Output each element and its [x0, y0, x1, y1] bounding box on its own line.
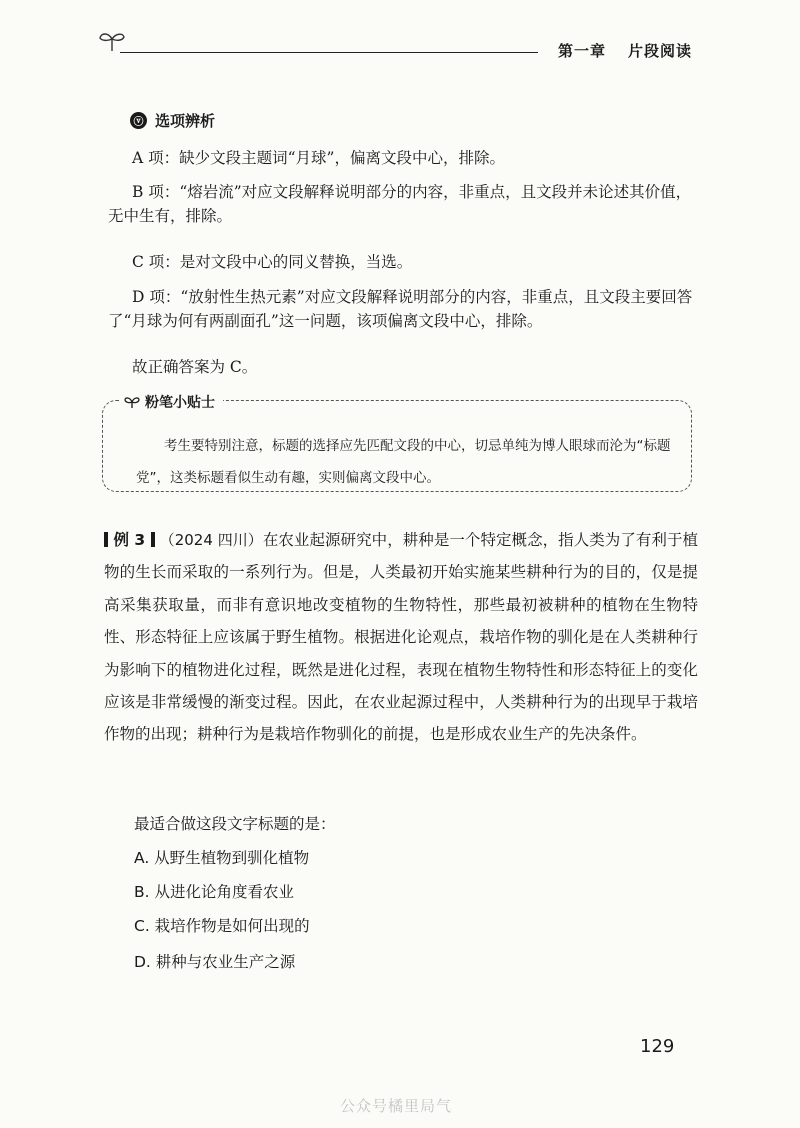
- tips-text: 考生要特别注意，标题的选择应先匹配文段的中心，切忌单纯为博人眼球而沦为“标题党”，这类标题看似生动有趣，实则偏离文段中心。: [136, 438, 671, 486]
- example-passage: [104, 524, 698, 751]
- example-tag: 例 3: [104, 531, 155, 549]
- tips-label: [120, 391, 223, 413]
- question-prompt: 最适合做这段文字标题的是：: [134, 815, 336, 833]
- option-b: B. 从进化论角度看农业: [134, 883, 294, 901]
- example-source: （2024 四川）: [159, 531, 263, 549]
- watermark: 公众号橘里局气: [340, 1097, 453, 1115]
- sprout-icon: [98, 30, 126, 52]
- option-c: C. 栽培作物是如何出现的: [134, 917, 310, 935]
- option-a: A. 从野生植物到驯化植物: [134, 849, 310, 867]
- answer-line: 故正确答案为 C。: [132, 358, 258, 376]
- analysis-line-b: B 项：“熔岩流”对应文段解释说明部分的内容，非重点，且文段并未论述其价值，无中生有，排除。: [108, 183, 692, 225]
- section-number-badge: ⓥ: [130, 112, 147, 129]
- header-rule: [120, 52, 538, 53]
- analysis-line-c: C 项：是对文段中心的同义替换，当选。: [132, 253, 413, 271]
- analysis-line-a: A 项：缺少文段主题词“月球”，偏离文段中心，排除。: [132, 149, 505, 167]
- chapter-label: 第一章: [558, 42, 607, 60]
- tips-label-text: 粉笔小贴士: [145, 395, 215, 411]
- section-heading: [130, 110, 215, 131]
- section-title: 选项辨析: [155, 112, 216, 130]
- sprout-icon: [124, 395, 140, 409]
- option-d: D. 耕种与农业生产之源: [134, 953, 296, 971]
- analysis-line-d: D 项：“放射性生热元素”对应文段解释说明部分的内容，非重点，且文段主要回答了“月球为何有两副面孔”这一问题，该项偏离文段中心，排除。: [108, 288, 693, 330]
- chapter-title: 片段阅读: [628, 42, 693, 60]
- example-text: 在农业起源研究中，耕种是一个特定概念，指人类为了有利于植物的生长而采取的一系列行为。但是，人类最初开始实施某些耕种行为的目的，仅是提高采集获取量，而非有意识地改变植物的生物特性，那些最初被耕种的植物在生物特性、形态特征上应该属于野生植物。根据进化论观点，栽培作物的驯化是在人类耕种行为影响下的植物进化过程，既然是进化过程，表现在植物生物特性和形态特征上的变化应该是非常缓慢的渐变过程。因此，在农业起源过程中，人类耕种行为的出现早于栽培作物的出现；耕种行为是栽培作物驯化的前提，也是形成农业生产的先决条件。: [104, 531, 699, 744]
- page-number: 129: [640, 1036, 675, 1057]
